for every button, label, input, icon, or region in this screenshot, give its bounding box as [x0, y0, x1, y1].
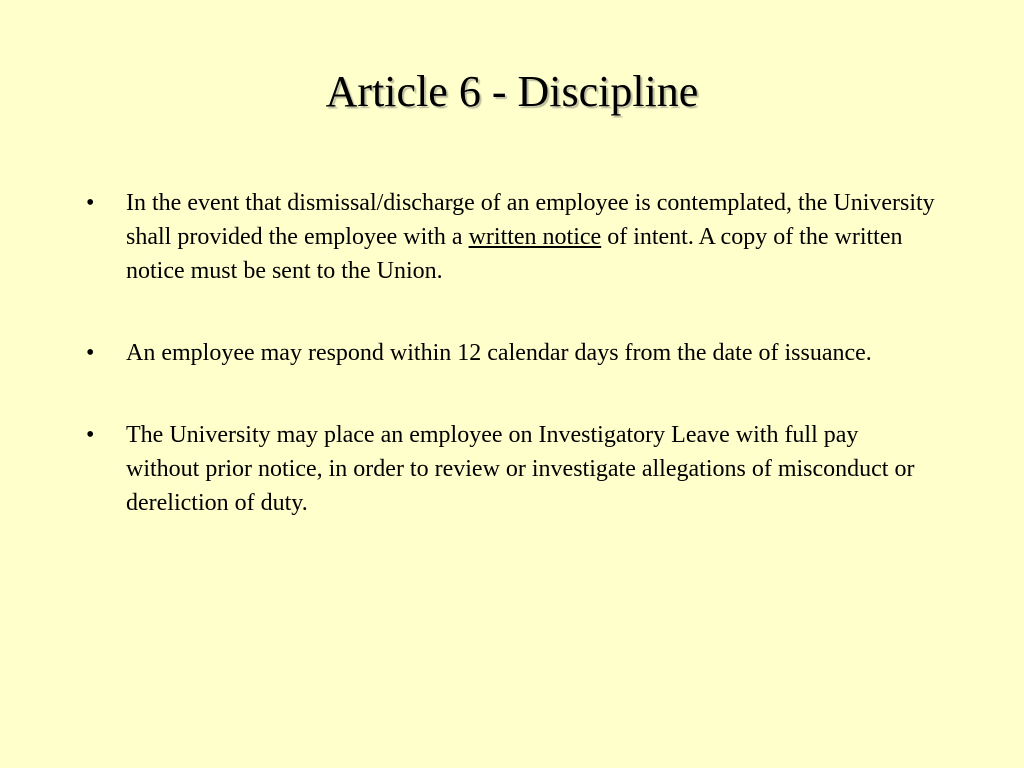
bullet-text-after: of intent. A copy of the written notice must be sent to the Union.: [126, 224, 903, 284]
bullet-text-before: In the event that dismissal/discharge of an employee is contemplated, the University shall provided the employee with a: [126, 190, 935, 250]
bullet-icon: •: [86, 422, 95, 448]
bullet-list: [86, 186, 936, 568]
bullet-icon: •: [86, 340, 95, 366]
written-notice-underlined-text: written notice: [468, 224, 602, 250]
slide-title: Article 6 - Discipline: [325, 67, 699, 116]
bullet-item-dismissal: [86, 186, 936, 288]
bullet-item-investigatory-leave: [86, 418, 936, 520]
bullet-icon: •: [86, 190, 95, 216]
bullet-item-response: [86, 336, 936, 370]
bullet-text: An employee may respond within 12 calendar days from the date of issuance.: [126, 340, 872, 366]
bullet-text: The University may place an employee on Investigatory Leave with full pay without prior notice, in order to review or investigate allegations of misconduct or dereliction of duty.: [126, 422, 915, 516]
